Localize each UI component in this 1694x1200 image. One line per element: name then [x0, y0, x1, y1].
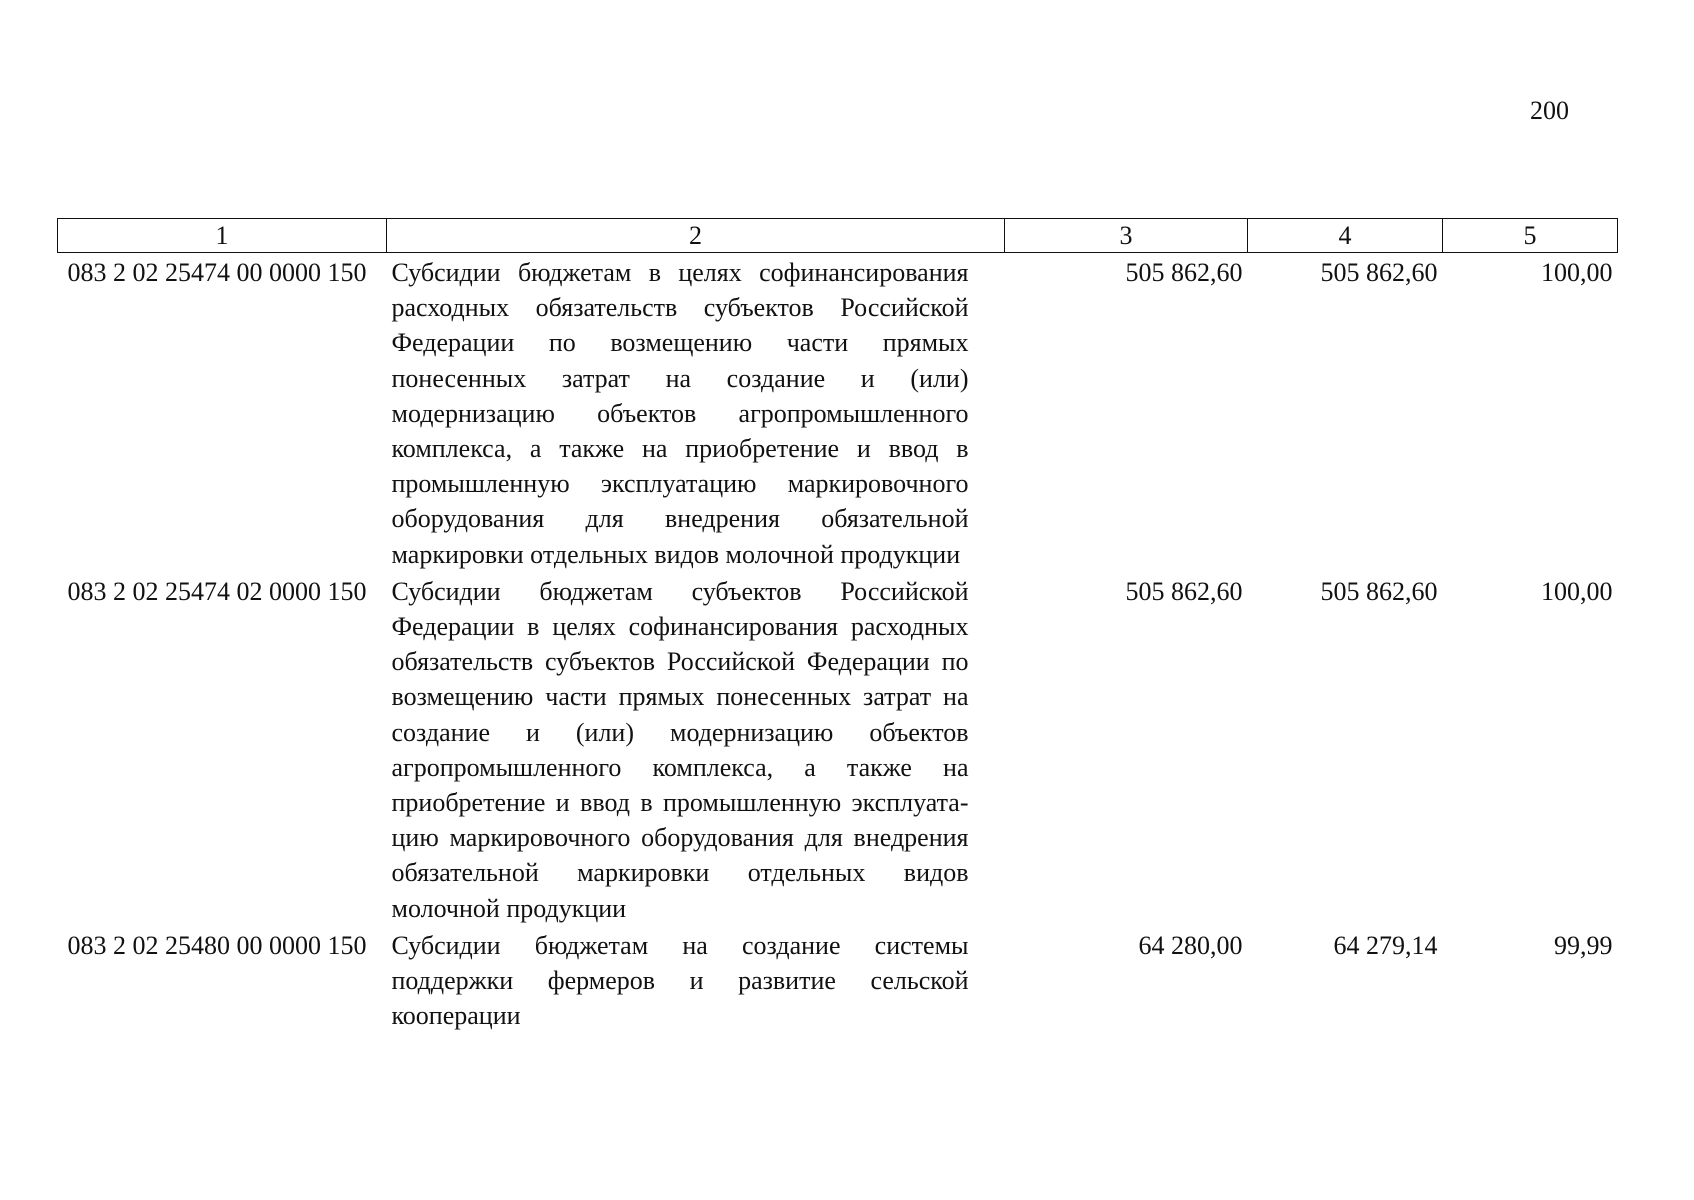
column-number-header-row	[58, 219, 1618, 253]
table-body	[58, 253, 1618, 1034]
table-row	[58, 926, 1618, 1034]
column-header: 1	[58, 219, 387, 253]
income-name-line: Федерации по возмещению части прямых	[391, 328, 969, 358]
income-name-line: создание и (или) модернизацию объектов	[391, 717, 969, 747]
income-name-line: Федерации в целях софинансирования расходных	[391, 612, 969, 642]
income-name-line: понесенных затрат на создание и (или)	[391, 363, 969, 393]
income-name-line: маркировки отдельных видов молочной продукции	[391, 539, 961, 569]
table-row	[58, 253, 1618, 572]
income-name-line: промышленную эксплуатацию маркировочного	[391, 469, 969, 499]
income-name-line: агропромышленного комплекса, а также на	[391, 752, 969, 782]
income-name-line: Субсидии бюджетам в целях софинансирования	[391, 258, 969, 287]
column-header: 5	[1443, 219, 1618, 253]
income-name-line: расходных обязательств субъектов Российской	[391, 293, 969, 323]
income-name-line: молочной продукции	[391, 893, 627, 923]
execution-percent-cell: 100,00	[1541, 258, 1613, 287]
executed-amount-cell: 505 862,60	[1320, 258, 1438, 287]
income-name-line: приобретение и ввод в промышленную эксплуата-	[391, 788, 969, 818]
income-name-line: комплекса, а также на приобретение и ввод в	[391, 434, 969, 464]
executed-amount-cell: 505 862,60	[1320, 576, 1438, 606]
income-name-cell	[387, 926, 1005, 1034]
income-name-cell	[387, 572, 1005, 926]
income-name-line: Субсидии бюджетам субъектов Российской	[391, 576, 969, 606]
income-name-line: оборудования для внедрения обязательной	[391, 504, 969, 534]
income-name-line: Субсидии бюджетам на создание системы	[391, 930, 969, 960]
budget-code-cell: 083 2 02 25474 00 0000 150	[67, 258, 367, 287]
budget-table	[57, 218, 1618, 1033]
approved-amount-cell: 64 280,00	[1138, 930, 1243, 960]
income-name-line: кооперации	[391, 1001, 521, 1031]
executed-amount-cell: 64 279,14	[1333, 930, 1438, 960]
income-name-cell	[387, 253, 1005, 572]
budget-code-cell: 083 2 02 25480 00 0000 150	[67, 930, 367, 960]
column-header: 3	[1005, 219, 1248, 253]
approved-amount-cell: 505 862,60	[1125, 576, 1243, 606]
budget-code-cell: 083 2 02 25474 02 0000 150	[67, 576, 367, 606]
income-name-line: обязательств субъектов Российской Федерации по	[391, 647, 969, 677]
execution-percent-cell: 100,00	[1541, 576, 1613, 606]
income-name-line: поддержки фермеров и развитие сельской	[391, 966, 969, 996]
table-row	[58, 572, 1618, 926]
income-name-line: возмещению части прямых понесенных затрат на	[391, 682, 969, 712]
page-number: 200	[1530, 96, 1569, 125]
column-header: 2	[387, 219, 1005, 253]
execution-percent-cell: 99,99	[1554, 930, 1613, 960]
income-name-line: цию маркировочного оборудования для внедрения	[391, 823, 969, 853]
column-header: 4	[1248, 219, 1443, 253]
approved-amount-cell: 505 862,60	[1125, 258, 1243, 287]
income-name-line: обязательной маркировки отдельных видов	[391, 858, 969, 888]
income-name-line: модернизацию объектов агропромышленного	[391, 398, 969, 428]
